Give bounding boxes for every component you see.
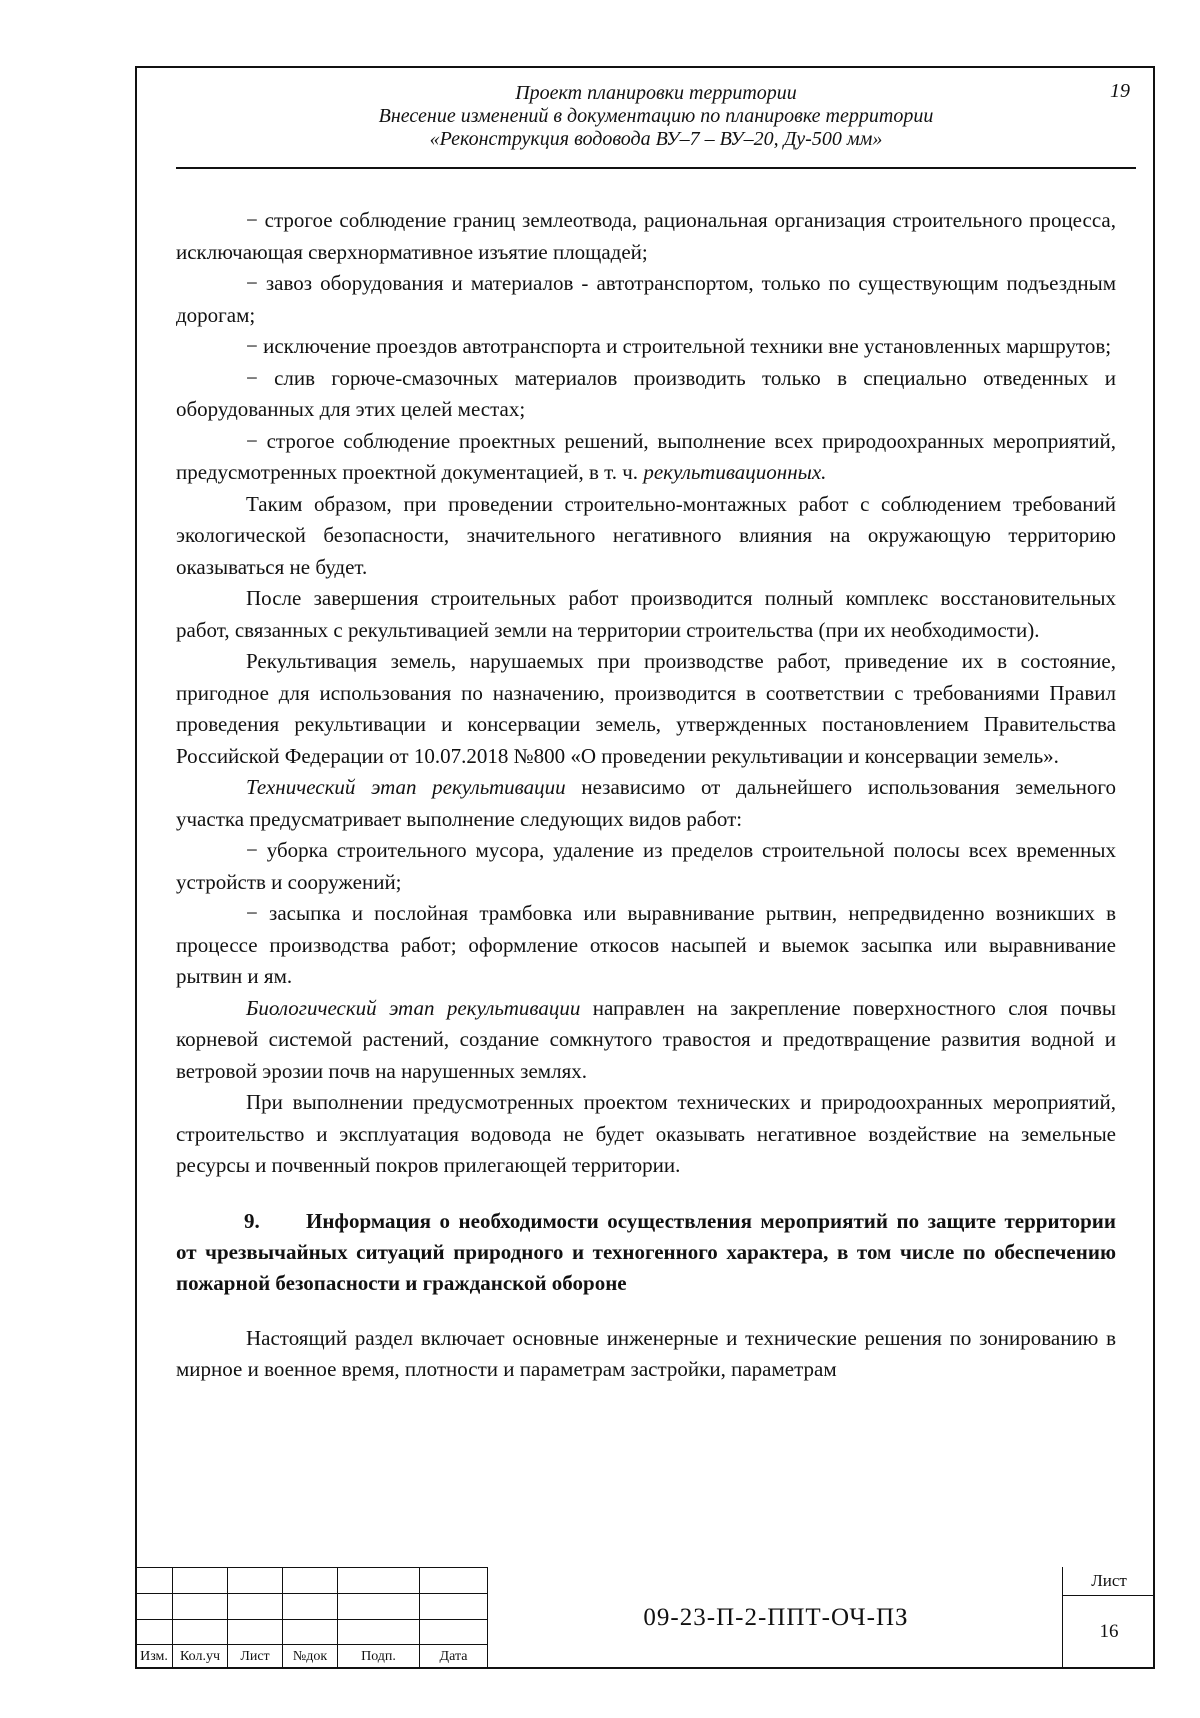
paragraph: Таким образом, при проведении строительно-монтажных работ с соблюдением требований экологической безопасности, значительного негативного влияния на окружающую территорию оказываться не будет. <box>176 491 1116 579</box>
page-number: 19 <box>1110 80 1130 102</box>
italic-term: Технический этап рекультивации <box>246 775 566 799</box>
header-line-3: «Реконструкция водовода ВУ–7 – ВУ–20, Ду-500 мм» <box>429 128 883 150</box>
paragraph: При выполнении предусмотренных проектом технических и природоохранных мероприятий, строительство и эксплуатация водовода не будет оказывать негативное воздействие на земельные ресурсы и почвенный покров прилегающей территории. <box>176 1090 1116 1177</box>
column-label: Лист <box>228 1645 283 1669</box>
paragraph <box>176 772 1116 835</box>
paragraph-text: направлен на закрепление поверхностного слоя почвы корневой системой растений, создание сомкнутого травостоя и предотвращение развития водной и ветровой эрозии почв на нарушенных землях. <box>176 995 1117 1083</box>
revision-table <box>135 1567 488 1669</box>
title-block <box>135 1567 1155 1669</box>
paragraph: Рекультивация земель, нарушаемых при производстве работ, приведение их в состояние, пригодное для использования по назначению, производится в соответствии с требованиями Правил проведения рекультивации и консервации земель, утвержденных постановлением Правительства Российской Федерации от 10.07.2018 №800 «О проведении рекультивации и консервации земель». <box>176 649 1116 768</box>
italic-term: рекультивационных. <box>643 460 827 484</box>
paragraph: − уборка строительного мусора, удаление из пределов строительной полосы всех временных устройств и сооружений; <box>176 838 1116 894</box>
paragraph-text: − строгое соблюдение проектных решений, выполнение всех природоохранных мероприятий, предусмотренных проектной документацией, в т. ч. <box>176 428 1116 484</box>
paragraph: После завершения строительных работ производится полный комплекс восстановительных работ, связанных с рекультивацией земли на территории строительства (при их необходимости). <box>176 586 1116 642</box>
section-title: Информация о необходимости осуществления мероприятий по защите территории от чрезвычайных ситуаций природного и техногенного характера, в том числе по обеспечению пожарной безопасности и гражданской обороне <box>176 1208 1116 1295</box>
column-label: Дата <box>420 1645 488 1669</box>
paragraph: Настоящий раздел включает основные инженерные и технические решения по зонированию в мирное и военное время, плотности и параметрам застройки, параметрам <box>176 1325 1116 1381</box>
paragraph <box>176 426 1116 489</box>
document-body <box>176 205 1116 1386</box>
document-header <box>176 82 1136 151</box>
sheet-label: Лист <box>1063 1567 1155 1596</box>
sheet-box <box>1062 1567 1155 1669</box>
paragraph-text: независимо от дальнейшего использования земельного участка предусматривает выполнение следующих видов работ: <box>176 775 1116 831</box>
column-label: №док <box>283 1645 338 1669</box>
italic-term: Биологический этап рекультивации <box>246 995 581 1020</box>
document-code: 09-23-П-2-ППТ-ОЧ-ПЗ <box>487 1567 1064 1669</box>
paragraph: − завоз оборудования и материалов - автотранспортом, только по существующим подъездным дорогам; <box>176 271 1116 327</box>
paragraph: − исключение проездов автотранспорта и строительной техники вне установленных маршрутов; <box>246 334 1112 358</box>
sheet-number: 16 <box>1099 1621 1119 1642</box>
header-line-1: Проект планировки территории <box>515 82 797 104</box>
section-heading <box>176 1206 1116 1299</box>
paragraph: − засыпка и послойная трамбовка или выравнивание рытвин, непредвиденно возникших в процессе производства работ; оформление откосов насыпей и выемок засыпка или выравнивание рытвин и ям. <box>176 901 1116 988</box>
header-divider <box>176 167 1136 169</box>
paragraph <box>176 993 1116 1088</box>
column-label: Изм. <box>136 1645 173 1669</box>
paragraph: − слив горюче-смазочных материалов производить только в специально отведенных и оборудованных для этих целей местах; <box>176 365 1116 421</box>
column-label: Подп. <box>338 1645 420 1669</box>
column-label: Кол.уч <box>173 1645 228 1669</box>
paragraph: − строгое соблюдение границ землеотвода, рациональная организация строительного процесса, исключающая сверхнормативное изъятие площадей; <box>176 208 1116 264</box>
header-line-2: Внесение изменений в документацию по планировке территории <box>378 105 934 127</box>
section-number: 9. <box>244 1208 260 1233</box>
